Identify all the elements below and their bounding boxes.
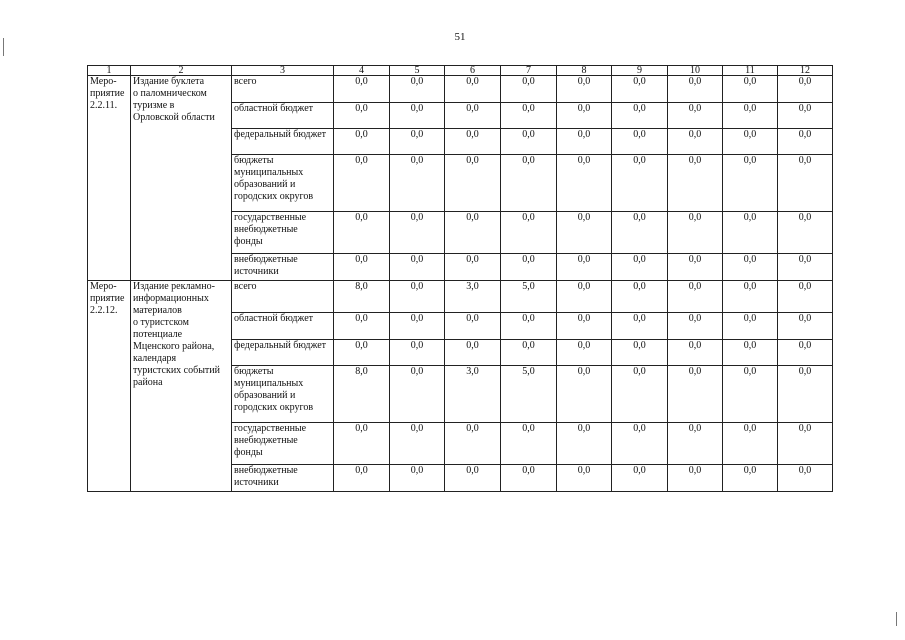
value-cell-col-5: 0,0 [390,76,445,103]
measure-code: Меро- приятие 2.2.11. [88,76,131,281]
value-cell-col-7: 0,0 [501,465,557,492]
column-header-11: 11 [723,66,778,76]
funding-source: областной бюджет [232,103,334,129]
value-cell-col-9: 0,0 [612,465,668,492]
value-cell-col-6: 0,0 [445,155,501,212]
value-cell-col-5: 0,0 [390,212,445,254]
value-cell-col-4: 0,0 [334,103,390,129]
measure-title: Издание буклета о паломническом туризме в Орловской области [131,76,232,281]
value-cell-col-4: 0,0 [334,212,390,254]
value-cell-col-9: 0,0 [612,155,668,212]
value-cell-col-8: 0,0 [557,281,612,313]
value-cell-col-8: 0,0 [557,103,612,129]
value-cell-col-10: 0,0 [668,465,723,492]
value-cell-col-9: 0,0 [612,366,668,423]
value-cell-col-6: 0,0 [445,465,501,492]
column-header-9: 9 [612,66,668,76]
value-cell-col-10: 0,0 [668,212,723,254]
value-cell-col-7: 0,0 [501,254,557,281]
value-cell-col-8: 0,0 [557,155,612,212]
value-cell-col-10: 0,0 [668,103,723,129]
funding-source: бюджеты муниципальных образований и городских округов [232,155,334,212]
funding-source: внебюджетные источники [232,254,334,281]
value-cell-col-12: 0,0 [778,423,833,465]
value-cell-col-4: 0,0 [334,465,390,492]
value-cell-col-9: 0,0 [612,129,668,155]
value-cell-col-8: 0,0 [557,254,612,281]
funding-source: всего [232,76,334,103]
value-cell-col-6: 0,0 [445,103,501,129]
value-cell-col-8: 0,0 [557,340,612,366]
value-cell-col-9: 0,0 [612,76,668,103]
measure-code: Меро- приятие 2.2.12. [88,281,131,492]
value-cell-col-11: 0,0 [723,281,778,313]
value-cell-col-8: 0,0 [557,313,612,340]
funding-source: всего [232,281,334,313]
value-cell-col-12: 0,0 [778,465,833,492]
value-cell-col-12: 0,0 [778,366,833,423]
funding-source: федеральный бюджет [232,340,334,366]
value-cell-col-12: 0,0 [778,281,833,313]
funding-source: внебюджетные источники [232,465,334,492]
value-cell-col-9: 0,0 [612,254,668,281]
value-cell-col-7: 5,0 [501,366,557,423]
value-cell-col-4: 0,0 [334,76,390,103]
value-cell-col-12: 0,0 [778,340,833,366]
value-cell-col-4: 8,0 [334,366,390,423]
value-cell-col-5: 0,0 [390,465,445,492]
value-cell-col-8: 0,0 [557,465,612,492]
column-header-12: 12 [778,66,833,76]
value-cell-col-6: 0,0 [445,254,501,281]
table-row [88,281,833,313]
column-header-10: 10 [668,66,723,76]
value-cell-col-12: 0,0 [778,254,833,281]
column-header-2: 2 [131,66,232,76]
value-cell-col-10: 0,0 [668,366,723,423]
column-header-1: 1 [88,66,131,76]
value-cell-col-5: 0,0 [390,129,445,155]
right-margin-rule [896,612,897,626]
value-cell-col-10: 0,0 [668,281,723,313]
value-cell-col-6: 0,0 [445,340,501,366]
column-header-4: 4 [334,66,390,76]
value-cell-col-7: 0,0 [501,155,557,212]
value-cell-col-5: 0,0 [390,340,445,366]
value-cell-col-6: 0,0 [445,129,501,155]
left-margin-rule [3,38,4,56]
value-cell-col-7: 0,0 [501,313,557,340]
value-cell-col-5: 0,0 [390,313,445,340]
column-header-3: 3 [232,66,334,76]
funding-source: бюджеты муниципальных образований и городских округов [232,366,334,423]
value-cell-col-6: 0,0 [445,313,501,340]
value-cell-col-5: 0,0 [390,254,445,281]
value-cell-col-11: 0,0 [723,103,778,129]
column-header-6: 6 [445,66,501,76]
value-cell-col-7: 0,0 [501,103,557,129]
column-header-7: 7 [501,66,557,76]
value-cell-col-9: 0,0 [612,103,668,129]
value-cell-col-5: 0,0 [390,366,445,423]
value-cell-col-11: 0,0 [723,155,778,212]
column-header-8: 8 [557,66,612,76]
value-cell-col-11: 0,0 [723,465,778,492]
value-cell-col-9: 0,0 [612,423,668,465]
value-cell-col-12: 0,0 [778,212,833,254]
value-cell-col-4: 0,0 [334,155,390,212]
value-cell-col-4: 0,0 [334,254,390,281]
value-cell-col-10: 0,0 [668,313,723,340]
table-header [88,66,833,76]
value-cell-col-5: 0,0 [390,281,445,313]
value-cell-col-4: 0,0 [334,340,390,366]
funding-source: областной бюджет [232,313,334,340]
value-cell-col-5: 0,0 [390,423,445,465]
value-cell-col-10: 0,0 [668,423,723,465]
value-cell-col-4: 0,0 [334,313,390,340]
value-cell-col-6: 3,0 [445,366,501,423]
value-cell-col-8: 0,0 [557,212,612,254]
budget-table [87,65,833,492]
value-cell-col-6: 3,0 [445,281,501,313]
page-number: 51 [454,31,466,43]
value-cell-col-6: 0,0 [445,212,501,254]
value-cell-col-10: 0,0 [668,76,723,103]
value-cell-col-12: 0,0 [778,129,833,155]
value-cell-col-10: 0,0 [668,155,723,212]
value-cell-col-8: 0,0 [557,76,612,103]
value-cell-col-11: 0,0 [723,76,778,103]
value-cell-col-9: 0,0 [612,212,668,254]
value-cell-col-11: 0,0 [723,366,778,423]
value-cell-col-12: 0,0 [778,313,833,340]
value-cell-col-10: 0,0 [668,129,723,155]
value-cell-col-11: 0,0 [723,129,778,155]
value-cell-col-9: 0,0 [612,313,668,340]
value-cell-col-11: 0,0 [723,212,778,254]
value-cell-col-5: 0,0 [390,103,445,129]
column-header-5: 5 [390,66,445,76]
value-cell-col-10: 0,0 [668,254,723,281]
value-cell-col-6: 0,0 [445,423,501,465]
value-cell-col-7: 0,0 [501,129,557,155]
funding-source: федеральный бюджет [232,129,334,155]
value-cell-col-11: 0,0 [723,313,778,340]
value-cell-col-10: 0,0 [668,340,723,366]
value-cell-col-7: 0,0 [501,76,557,103]
value-cell-col-8: 0,0 [557,129,612,155]
value-cell-col-7: 0,0 [501,340,557,366]
table-row [88,76,833,103]
value-cell-col-5: 0,0 [390,155,445,212]
header-row [88,66,833,76]
value-cell-col-11: 0,0 [723,254,778,281]
value-cell-col-4: 8,0 [334,281,390,313]
value-cell-col-6: 0,0 [445,76,501,103]
value-cell-col-12: 0,0 [778,103,833,129]
value-cell-col-9: 0,0 [612,340,668,366]
value-cell-col-12: 0,0 [778,155,833,212]
value-cell-col-7: 0,0 [501,423,557,465]
value-cell-col-4: 0,0 [334,423,390,465]
value-cell-col-11: 0,0 [723,340,778,366]
table-body [88,76,833,492]
value-cell-col-12: 0,0 [778,76,833,103]
value-cell-col-11: 0,0 [723,423,778,465]
funding-source: государственные внебюджетные фонды [232,212,334,254]
measure-title: Издание рекламно- информационных материалов о туристском потенциале Мценского района, календаря туристских событий района [131,281,232,492]
value-cell-col-8: 0,0 [557,366,612,423]
funding-source: государственные внебюджетные фонды [232,423,334,465]
value-cell-col-7: 0,0 [501,212,557,254]
value-cell-col-9: 0,0 [612,281,668,313]
value-cell-col-4: 0,0 [334,129,390,155]
value-cell-col-7: 5,0 [501,281,557,313]
value-cell-col-8: 0,0 [557,423,612,465]
